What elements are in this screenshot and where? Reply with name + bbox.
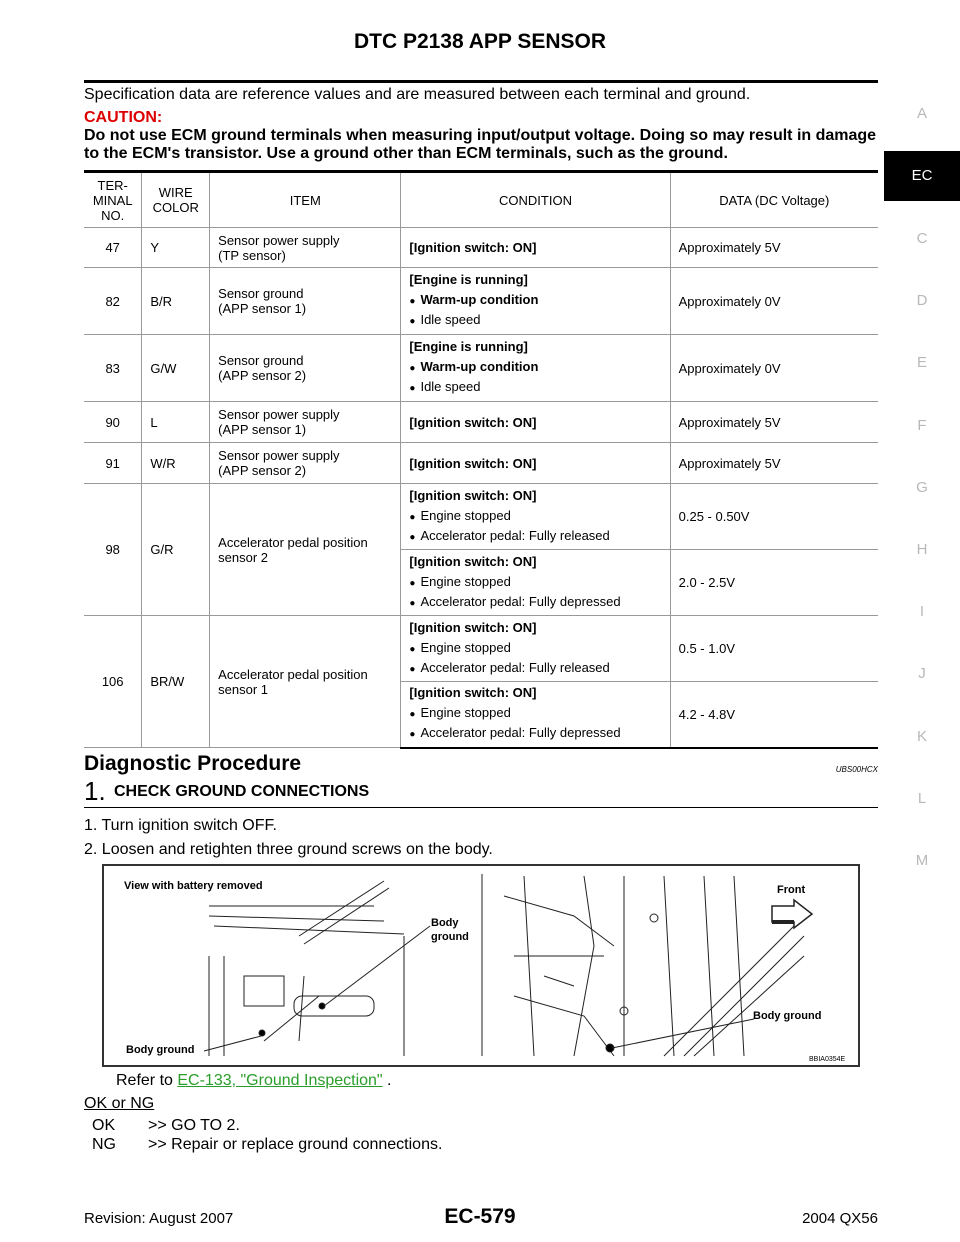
label-body-ground-top: Body ground [431, 917, 469, 943]
refer-suffix: . [382, 1072, 392, 1089]
section-tab-f[interactable]: F [917, 417, 927, 434]
condition-bullet: ● Idle speed [409, 312, 661, 327]
condition-cell [401, 550, 670, 616]
label-body-ground-left: Body ground [126, 1044, 195, 1056]
table-row [84, 402, 878, 443]
data-value-cell: Approximately 0V [670, 268, 878, 335]
condition-cell [401, 335, 670, 402]
condition-cell [401, 682, 670, 748]
step-divider [84, 807, 878, 808]
wire-color-cell: L [142, 402, 210, 443]
condition-cell [401, 268, 670, 335]
condition-heading: [Ignition switch: ON] [409, 487, 537, 503]
result-ng-text: >> Repair or replace ground connections. [148, 1136, 443, 1153]
instruction-2: 2. Loosen and retighten three ground screws on the body. [84, 841, 493, 858]
ground-location-figure [102, 864, 860, 1067]
caution-text: Do not use ECM ground terminals when measuring input/output voltage. Doing so may result in damage to the ECM's transistor. Use a ground other than ECM terminals, such as the ground. [84, 127, 877, 162]
condition-cell [401, 616, 670, 682]
wire-color-cell: Y [142, 228, 210, 268]
section-tab-k[interactable]: K [916, 728, 927, 745]
column-header: WIRE COLOR [142, 172, 210, 228]
result-ng-key: NG [92, 1136, 116, 1153]
section-tab-e[interactable]: E [916, 354, 927, 371]
condition-heading: [Engine is running] [409, 272, 528, 287]
condition-heading: [Ignition switch: ON] [409, 619, 537, 635]
section-tab-a[interactable]: A [916, 105, 927, 122]
table-row [84, 335, 878, 402]
refer-line [116, 1072, 392, 1090]
column-header: ITEM [210, 172, 401, 228]
terminal-cell: 91 [84, 443, 142, 484]
data-value-cell: Approximately 5V [670, 443, 878, 484]
label-body-ground-right: Body ground [753, 1010, 822, 1022]
condition-cell [401, 443, 670, 484]
condition-heading: [Ignition switch: ON] [409, 685, 537, 701]
condition-bullet: ● Accelerator pedal: Fully released [409, 528, 661, 543]
result-ok [92, 1117, 240, 1135]
condition-cell [401, 484, 670, 550]
item-cell: Sensor power supply (APP sensor 2) [210, 443, 401, 484]
table-header-row [84, 172, 878, 228]
wire-color-cell: B/R [142, 268, 210, 335]
footer-page-number: EC-579 [444, 1205, 516, 1228]
condition-heading: [Ignition switch: ON] [409, 414, 537, 430]
data-value-cell: 2.0 - 2.5V [670, 550, 878, 616]
terminal-cell: 83 [84, 335, 142, 402]
section-tab-c[interactable]: C [916, 230, 928, 247]
wire-color-cell: G/R [142, 484, 210, 616]
terminal-spec-table [84, 170, 878, 749]
table-row [84, 268, 878, 335]
section-tab-d[interactable]: D [916, 292, 928, 309]
title-divider [84, 80, 878, 83]
section-title: Diagnostic Procedure [84, 752, 302, 775]
caution-label: CAUTION: [84, 109, 163, 126]
data-value-cell: Approximately 5V [670, 402, 878, 443]
condition-cell [401, 228, 670, 268]
figure-id: BBIA0354E [809, 1056, 846, 1063]
intro-text: Specification data are reference values and are measured between each terminal and ground. [84, 86, 751, 103]
item-cell: Sensor power supply (APP sensor 1) [210, 402, 401, 443]
condition-bullet: ● Engine stopped [409, 640, 661, 655]
table-row [84, 484, 878, 550]
condition-bullet: ● Warm-up condition [409, 292, 661, 307]
item-cell: Sensor ground (APP sensor 1) [210, 268, 401, 335]
page-title: DTC P2138 APP SENSOR [353, 30, 607, 53]
column-header: CONDITION [401, 172, 670, 228]
ok-ng-heading: OK or NG [84, 1095, 155, 1112]
condition-bullet: ● Accelerator pedal: Fully depressed [409, 594, 661, 609]
item-cell: Accelerator pedal position sensor 2 [210, 484, 401, 616]
data-value-cell: Approximately 0V [670, 335, 878, 402]
wire-color-cell: W/R [142, 443, 210, 484]
footer-revision: Revision: August 2007 [84, 1210, 234, 1227]
item-cell: Sensor power supply (TP sensor) [210, 228, 401, 268]
data-value-cell: 0.5 - 1.0V [670, 616, 878, 682]
condition-bullet: ● Accelerator pedal: Fully depressed [409, 725, 661, 740]
section-tab-j[interactable]: J [918, 665, 926, 682]
condition-bullet: ● Idle speed [409, 379, 661, 394]
section-code: UBS00HCX [835, 765, 878, 774]
section-tab-m[interactable]: M [915, 852, 929, 869]
section-tab-g[interactable]: G [916, 479, 928, 496]
condition-bullet: ● Accelerator pedal: Fully released [409, 660, 661, 675]
step-number: 1. [84, 776, 106, 806]
column-header: TER- MINAL NO. [84, 172, 142, 228]
ground-inspection-link[interactable]: EC-133, "Ground Inspection" [177, 1072, 383, 1089]
result-ok-text: >> GO TO 2. [148, 1117, 240, 1134]
terminal-cell: 106 [84, 616, 142, 748]
terminal-cell: 82 [84, 268, 142, 335]
condition-bullet: ● Warm-up condition [409, 359, 661, 374]
data-value-cell: 0.25 - 0.50V [670, 484, 878, 550]
footer-model: 2004 QX56 [802, 1210, 878, 1227]
step-title: CHECK GROUND CONNECTIONS [114, 783, 370, 800]
table-row [84, 443, 878, 484]
table-row [84, 228, 878, 268]
condition-heading: [Ignition switch: ON] [409, 553, 537, 569]
condition-bullet: ● Engine stopped [409, 574, 661, 589]
terminal-cell: 90 [84, 402, 142, 443]
column-header: DATA (DC Voltage) [670, 172, 878, 228]
section-tab-h[interactable]: H [916, 541, 928, 558]
engine-bay-illustration [104, 866, 858, 1065]
condition-bullet: ● Engine stopped [409, 705, 661, 720]
condition-cell [401, 402, 670, 443]
instruction-1: 1. Turn ignition switch OFF. [84, 817, 277, 834]
wire-color-cell: BR/W [142, 616, 210, 748]
terminal-cell: 98 [84, 484, 142, 616]
result-ok-key: OK [92, 1117, 116, 1134]
data-value-cell: Approximately 5V [670, 228, 878, 268]
section-tab-ec[interactable]: EC [884, 151, 960, 201]
label-front: Front [777, 884, 806, 896]
refer-prefix: Refer to [116, 1072, 178, 1089]
item-cell: Sensor ground (APP sensor 2) [210, 335, 401, 402]
result-ng [92, 1136, 442, 1154]
wire-color-cell: G/W [142, 335, 210, 402]
condition-bullet: ● Engine stopped [409, 508, 661, 523]
item-cell: Accelerator pedal position sensor 1 [210, 616, 401, 748]
terminal-cell: 47 [84, 228, 142, 268]
condition-heading: [Engine is running] [409, 339, 528, 354]
data-value-cell: 4.2 - 4.8V [670, 682, 878, 748]
condition-heading: [Ignition switch: ON] [409, 455, 537, 471]
condition-heading: [Ignition switch: ON] [409, 240, 537, 255]
table-row [84, 616, 878, 682]
section-tab-l[interactable]: L [917, 790, 927, 807]
section-tab-i[interactable]: I [919, 603, 925, 620]
label-view-battery-removed: View with battery removed [124, 880, 263, 892]
